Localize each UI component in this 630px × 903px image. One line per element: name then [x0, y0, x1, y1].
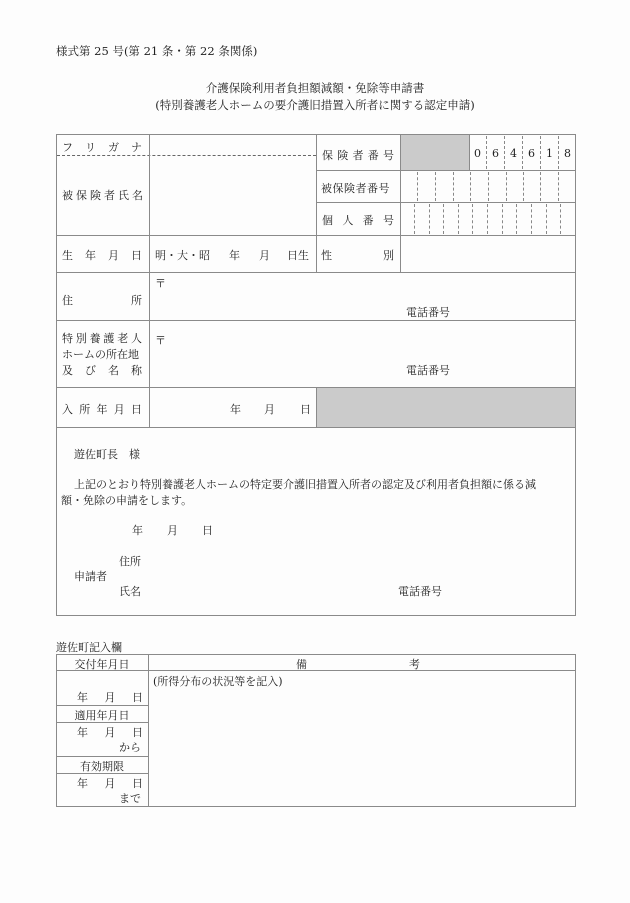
form-title: 介護保険利用者負担額減額・免除等申請書 [205, 81, 425, 95]
birthdate-year-label: 年 [229, 249, 240, 262]
address-phone-label: 電話番号 [406, 306, 450, 319]
label-char: 性 [321, 249, 332, 262]
declaration-month-label: 月 [167, 524, 178, 537]
insured-name-input[interactable] [151, 157, 315, 234]
applicant-phone-input[interactable] [450, 579, 570, 597]
personal-number-input[interactable] [402, 204, 574, 234]
label-char: 老 [117, 332, 129, 345]
postal-mark-icon: 〒 [155, 277, 166, 290]
insurer-digit: 4 [510, 147, 517, 160]
declaration-year-label: 年 [132, 524, 143, 537]
office-section-heading: 遊佐町記入欄 [56, 641, 122, 654]
declaration-day-label: 日 [202, 524, 213, 537]
insurer-number-label [322, 147, 394, 163]
insurer-number-shaded-cell [400, 135, 469, 170]
statement-line1: 上記のとおり特別養護老人ホームの特定要介護旧措置入所者の認定及び利用者負担額に係る減 [74, 478, 536, 491]
furigana-char: リ [85, 141, 96, 154]
label-char: 養 [89, 332, 101, 345]
label-char: 月 [108, 249, 119, 262]
label-char: 月 [113, 403, 125, 416]
label-char: 生 [62, 249, 73, 262]
facility-label-line1 [62, 330, 142, 346]
apply-from-label: から [119, 741, 141, 754]
facility-input[interactable] [151, 322, 574, 386]
insurer-digit: 8 [564, 147, 571, 160]
issue-date-header: 交付年月日 [74, 658, 130, 671]
insurer-digit: 1 [546, 147, 553, 160]
admission-month-label: 月 [264, 403, 275, 416]
label-char: 考 [409, 658, 420, 671]
form-number: 様式第 25 号(第 21 条・第 22 条関係) [56, 44, 258, 58]
date-char: 年 [77, 691, 88, 704]
apply-date-value[interactable] [77, 724, 143, 740]
furigana-char: フ [62, 141, 73, 154]
label-char: 人 [342, 214, 354, 227]
issue-date-value[interactable] [77, 689, 143, 705]
remarks-note: (所得分布の状況等を記入) [153, 675, 283, 688]
admission-label [62, 401, 142, 417]
personal-number-label [322, 212, 394, 228]
facility-label-line2: ホームの所在地 [62, 348, 139, 361]
insured-number-input[interactable] [402, 172, 574, 201]
label-char: 所 [131, 294, 142, 307]
date-char: 月 [104, 726, 116, 739]
statement-line2: 額・免除の申請をします。 [61, 494, 193, 507]
furigana-char: ナ [131, 141, 142, 154]
date-char: 日 [132, 726, 143, 739]
label-char: 特 [62, 332, 73, 345]
date-char: 日 [132, 691, 143, 704]
label-char: 保 [322, 149, 333, 162]
furigana-label [62, 139, 142, 155]
admission-year-label: 年 [230, 403, 241, 416]
address-label [62, 292, 142, 308]
addressee: 遊佐町長 様 [74, 448, 140, 461]
label-char: 年 [85, 249, 96, 262]
applicant-address-input[interactable] [145, 548, 565, 566]
insured-number-label: 被保険者番号 [321, 182, 390, 195]
admission-date-input[interactable] [151, 389, 315, 426]
insurer-digit: 6 [528, 147, 535, 160]
label-char: 及 [62, 364, 73, 377]
date-char: 年 [77, 777, 88, 790]
label-char: 別 [383, 249, 394, 262]
admission-shaded-cell [317, 388, 575, 427]
label-char: 住 [62, 294, 73, 307]
birthdate-day-label: 日生 [287, 249, 309, 262]
furigana-input[interactable] [151, 136, 315, 154]
date-char: 月 [104, 777, 116, 790]
label-char: 称 [131, 364, 142, 377]
label-char: 番 [367, 149, 379, 162]
label-char: 日 [131, 249, 142, 262]
form-subtitle: (特別養護老人ホームの要介護旧措置入所者に関する認定申請) [155, 98, 475, 112]
address-input[interactable] [151, 274, 574, 319]
sex-label [321, 247, 394, 263]
validity-until-label: まで [119, 792, 141, 805]
insured-name-label: 被保険者氏名 [62, 189, 146, 202]
insurer-digit: 0 [474, 147, 481, 160]
applicant-label: 申請者 [74, 570, 107, 583]
applicant-name-input[interactable] [145, 579, 390, 597]
label-char: 険 [337, 149, 349, 162]
admission-day-label: 日 [300, 403, 311, 416]
validity-header: 有効期限 [80, 760, 124, 773]
applicant-name-label: 氏名 [119, 585, 141, 598]
label-char: 名 [108, 364, 119, 377]
apply-date-header: 適用年月日 [74, 709, 130, 722]
label-char: 者 [352, 149, 364, 162]
facility-label-line3 [62, 362, 142, 378]
applicant-phone-label: 電話番号 [398, 585, 442, 598]
date-char: 年 [77, 726, 88, 739]
birthdate-month-label: 月 [259, 249, 270, 262]
label-char: 個 [322, 214, 333, 227]
date-char: 月 [104, 691, 116, 704]
label-char: 別 [75, 332, 87, 345]
remarks-input[interactable] [150, 688, 574, 805]
insurer-digit: 6 [492, 147, 499, 160]
label-char: 年 [96, 403, 108, 416]
label-char: 人 [130, 332, 142, 345]
label-char: 入 [62, 403, 73, 416]
sex-input[interactable] [402, 237, 574, 271]
label-char: び [85, 364, 96, 377]
birthdate-era-options[interactable]: 明・大・昭 [155, 249, 210, 262]
label-char: 所 [79, 403, 91, 416]
label-char: 番 [362, 214, 374, 227]
facility-postal-mark-icon: 〒 [155, 334, 166, 347]
label-char: 日 [131, 403, 142, 416]
applicant-address-label: 住所 [119, 555, 141, 568]
label-char: 備 [296, 658, 307, 671]
label-char: 号 [382, 214, 394, 227]
facility-phone-label: 電話番号 [406, 364, 450, 377]
remarks-header [296, 656, 420, 672]
label-char: 護 [103, 332, 115, 345]
furigana-char: ガ [108, 141, 119, 154]
birthdate-label [62, 247, 142, 263]
validity-value[interactable] [77, 775, 143, 791]
date-char: 日 [132, 777, 143, 790]
label-char: 号 [383, 149, 394, 162]
